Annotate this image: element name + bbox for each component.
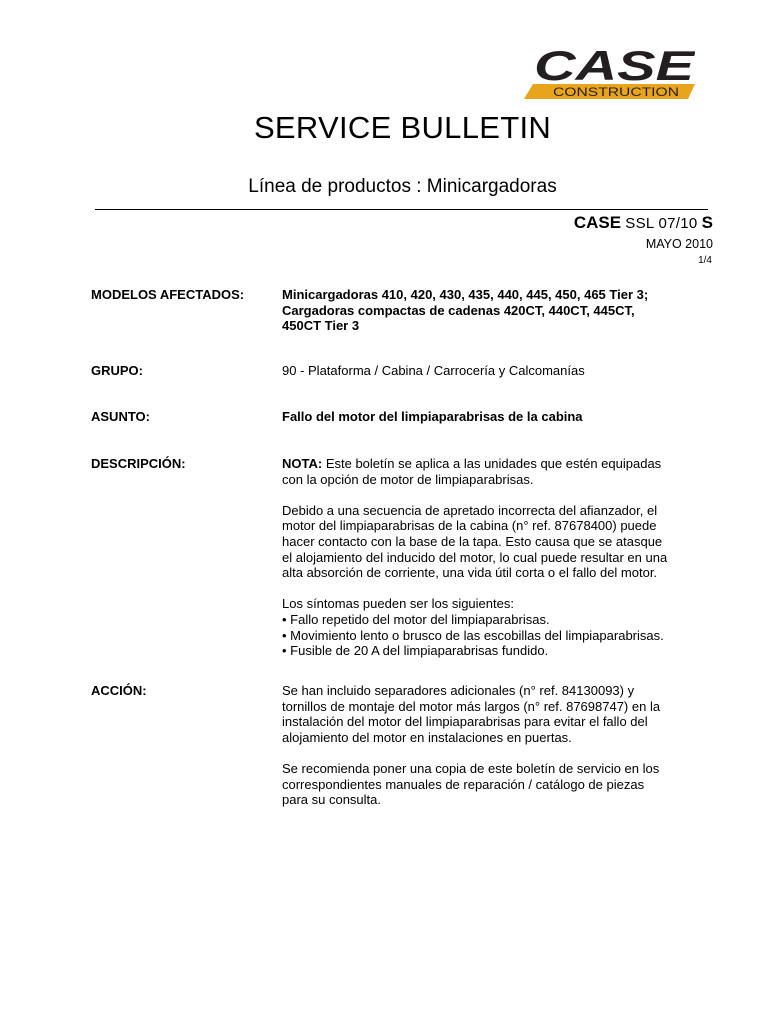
bulletin-date: MAYO 2010 — [645, 237, 713, 251]
subject-value: Fallo del motor del limpiaparabrisas de la cabina — [282, 409, 583, 424]
action-line: Se han incluido separadores adicionales (n° ref. 84130093) y — [282, 683, 635, 698]
action-line: instalación del motor del limpiaparabrisas para evitar el fallo del — [282, 714, 648, 730]
bulletin-code-brand: CASE — [573, 213, 622, 232]
symptom-item: • Fallo repetido del motor del limpiaparabrisas. — [282, 611, 550, 627]
symptom-item: • Movimiento lento o brusco de las escobillas del limpiaparabrisas. — [282, 627, 664, 643]
description-note — [282, 456, 710, 487]
models-line: Minicargadoras 410, 420, 430, 435, 440, 445, 450, 465 Tier 3; — [282, 287, 649, 302]
description-label: DESCRIPCIÓN: — [91, 456, 186, 471]
action-body — [282, 683, 710, 808]
symptoms-list — [282, 596, 710, 658]
bulletin-code-suffix: S — [701, 213, 713, 232]
logo-tagline-text: CONSTRUCTION — [553, 85, 679, 99]
page-number: 1/4 — [698, 255, 712, 266]
description-line: Debido a una secuencia de apretado incorrecta del afianzador, el — [282, 502, 658, 518]
header-divider — [95, 209, 708, 210]
description-line: alta absorción de corriente, una vida útil corta o el fallo del motor. — [282, 565, 658, 581]
models-value — [282, 287, 710, 334]
description-paragraph — [282, 503, 710, 581]
action-line: Se recomienda poner una copia de este boletín de servicio en los — [282, 760, 660, 776]
product-line-subtitle: Línea de productos : Minicargadoras — [248, 176, 557, 197]
models-line: 450CT Tier 3 — [282, 318, 360, 334]
action-line: tornillos de montaje del motor más largos (n° ref. 87698747) en la — [282, 698, 661, 714]
note-text: con la opción de motor de limpiaparabrisas. — [282, 471, 534, 487]
group-label: GRUPO: — [91, 363, 143, 378]
action-line: para su consulta. — [282, 792, 382, 808]
note-label: NOTA: — [282, 456, 323, 471]
bulletin-code — [574, 213, 713, 233]
bulletin-title: SERVICE BULLETIN — [253, 110, 552, 145]
symptom-item: • Fusible de 20 A del limpiaparabrisas fundido. — [282, 643, 549, 659]
note-text: Este boletín se aplica a las unidades que estén equipadas — [322, 456, 662, 471]
models-line: Cargadoras compactas de cadenas 420CT, 440CT, 445CT, — [282, 302, 635, 318]
subject-label: ASUNTO: — [91, 409, 150, 424]
action-paragraph — [282, 761, 710, 808]
case-construction-logo — [515, 42, 695, 100]
description-line: hacer contacto con la base de la tapa. Esto causa que se atasque — [282, 533, 663, 549]
description-line: el alojamiento del inducido del motor, lo cual puede resultar en una — [282, 549, 668, 565]
models-label: MODELOS AFECTADOS: — [91, 287, 245, 302]
symptoms-intro: Los síntomas pueden ser los siguientes: — [282, 596, 514, 612]
action-line: correspondientes manuales de reparación / catálogo de piezas — [282, 776, 645, 792]
logo-brand-text: CASE — [534, 42, 695, 89]
action-line: alojamiento del motor en instalaciones en puertas. — [282, 729, 572, 745]
group-value: 90 - Plataforma / Cabina / Carrocería y Calcomanías — [282, 363, 585, 378]
description-body — [282, 456, 710, 659]
bulletin-code-number: SSL 07/10 — [625, 215, 698, 232]
action-label: ACCIÓN: — [91, 683, 147, 698]
description-line: motor del limpiaparabrisas de la cabina (n° ref. 87678400) puede — [282, 518, 657, 534]
action-paragraph — [282, 683, 710, 745]
